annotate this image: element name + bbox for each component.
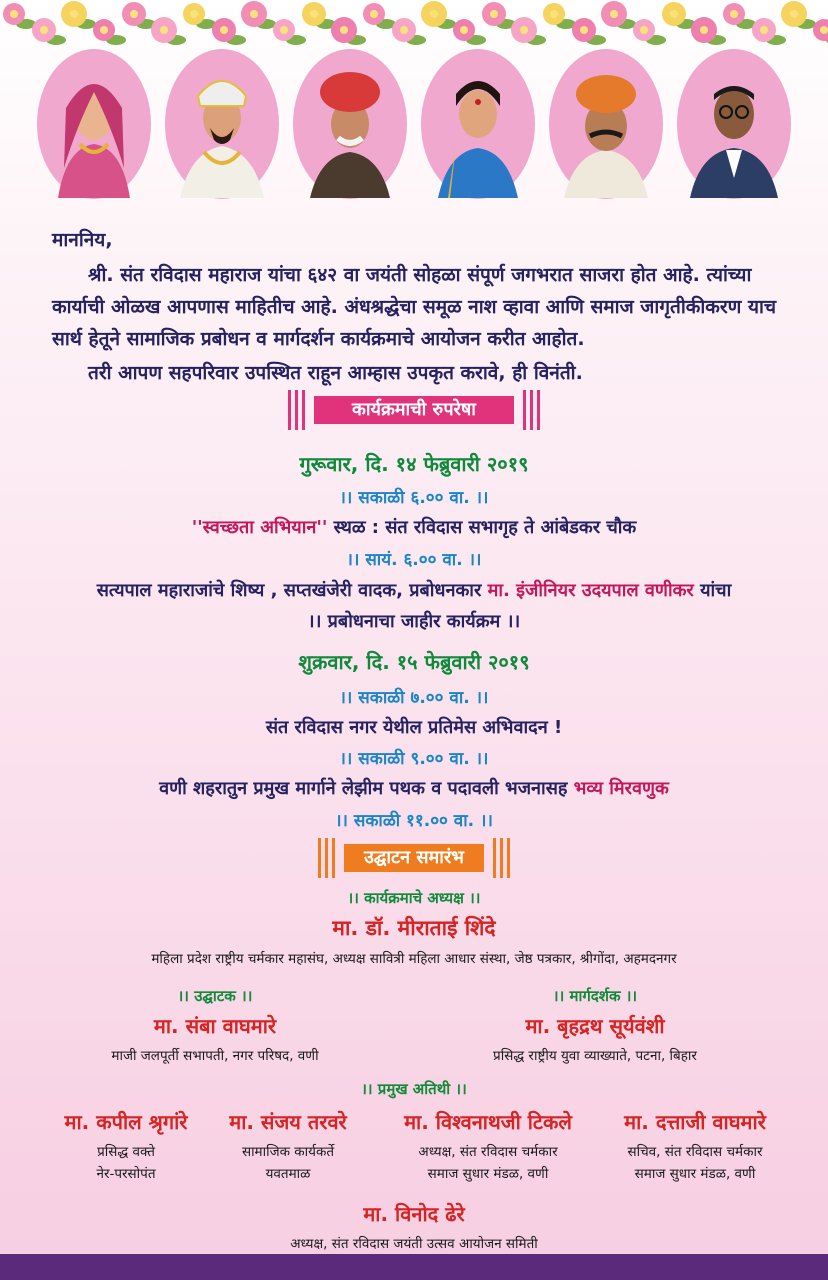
- portrait-woman-1: [36, 48, 152, 200]
- garland-flower-center: [130, 10, 138, 18]
- inaugurator-label: ।। उद्घाटक ।।: [177, 987, 253, 1005]
- salutation: माननिय,: [52, 229, 113, 251]
- day2-time-2: ।। सकाळी ९.०० वा. ।।: [339, 749, 489, 769]
- garland-flower-center: [310, 10, 318, 18]
- day1-time-2: ।। सायं. ६.०० वा. ।।: [346, 550, 482, 570]
- guest-desc: समाज सुधार मंडळ, वणी: [634, 1166, 756, 1182]
- garland-flower-center: [760, 26, 768, 34]
- garland-flower-center: [220, 26, 228, 34]
- guest-desc: सचिव, संत रविदास चर्मकार: [627, 1144, 763, 1160]
- program-heading-banner: [288, 390, 540, 430]
- guest-name: मा. दत्ताजी वाघमारे: [624, 1110, 766, 1134]
- organizer-desc: अध्यक्ष, संत रविदास जयंती उत्सव आयोजन समिती: [290, 1236, 538, 1252]
- garland-flower-center: [10, 10, 18, 18]
- guest-desc: समाज सुधार मंडळ, वणी: [427, 1166, 549, 1182]
- intro-line-3: सार्थ हेतूने सामाजिक प्रबोधन व मार्गदर्शन कार्यक्रमाचे आयोजन करीत आहोत.: [52, 328, 585, 350]
- intro-line-1: श्री. संत रविदास महाराज यांचा ६४२ वा जयंती सोहळा संपूर्ण जगभरात साजरा होत आहे. त्यांच्या: [88, 264, 752, 286]
- guest-desc: यवतमाळ: [265, 1166, 311, 1182]
- garland-flower-center: [610, 10, 618, 18]
- garland-flower-center: [640, 26, 648, 34]
- guest-name: मा. कपील श्रृगांरे: [64, 1110, 188, 1134]
- garland-flower-center: [400, 26, 408, 34]
- day1-time-1: ।। सकाळी ६.०० वा. ।।: [339, 488, 489, 508]
- garland-flower-center: [160, 26, 168, 34]
- intro-line-2: कार्याची ओळख आपणास माहितीच आहे. अंधश्रद्धेचा समूळ नाश व्हावा आणि समाज जागृतीकीकरण याच: [52, 296, 777, 318]
- guests-label: ।। प्रमुख अतिथी ।।: [361, 1080, 467, 1098]
- garland-flower-center: [100, 26, 108, 34]
- day2-time-3: ।। सकाळी ११.०० वा. ।।: [335, 811, 493, 831]
- guest-name: मा. संजय तरवरे: [229, 1110, 347, 1134]
- garland-flower-center: [490, 10, 498, 18]
- speaker-name: मा. इंजीनियर उदयपाल वणीकर: [487, 580, 694, 601]
- garland-flower-center: [820, 26, 828, 34]
- guide-name: मा. बृहद्रथ सूर्यवंशी: [525, 1014, 665, 1038]
- day1-event-2: सत्यपाल महाराजांचे शिष्य , सप्तखंजेरी वादक, प्रबोधनकार मा. इंजीनियर उदयपाल वणीकर यांचा: [96, 580, 732, 601]
- intro-line-4: तरी आपण सहपरिवार उपस्थित राहून आम्हास उपकृत करावे, ही विनंती.: [88, 362, 583, 384]
- day1-date: गुरूवार, दि. १४ फेब्रुवारी २०१९: [299, 452, 529, 476]
- portrait-turban-man: [548, 48, 664, 200]
- guest-desc: सामाजिक कार्यकर्ते: [241, 1144, 335, 1160]
- garland-flower-center: [370, 10, 378, 18]
- portrait-row: [0, 48, 828, 208]
- portrait-woman-2: [420, 48, 536, 200]
- president-name: मा. डॉ. मीराताई शिंदे: [332, 916, 496, 940]
- day1-event-1: ''स्वच्छता अभियान'' स्थळ : संत रविदास सभागृह ते आंबेडकर चौक: [191, 517, 637, 538]
- day2-time-1: ।। सकाळी ७.०० वा. ।।: [339, 688, 489, 708]
- inaugurator-desc: माजी जलपूर्ती सभापती, नगर परिषद, वणी: [111, 1048, 319, 1064]
- portrait-king: [164, 48, 280, 200]
- guest-desc: नेर-परसोपंत: [96, 1166, 156, 1182]
- garland-flower-center: [430, 10, 438, 18]
- guest-desc: अध्यक्ष, संत रविदास चर्मकार: [418, 1144, 558, 1160]
- guide-label: ।। मार्गदर्शक ।।: [552, 987, 638, 1005]
- procession-highlight: भव्य मिरवणुक: [573, 778, 669, 799]
- guest-desc: प्रसिद्ध वक्ते: [97, 1144, 155, 1160]
- garland-flower-center: [460, 26, 468, 34]
- president-desc: महिला प्रदेश राष्ट्रीय चर्मकार महासंघ, अध्यक्ष सावित्री महिला आधार संस्था, जेष्ठ पत्रकार, श्रीगोंदा, अहमदनगर: [151, 951, 677, 967]
- day2-date: शुक्रवार, दि. १५ फेब्रुवारी २०१९: [298, 650, 530, 674]
- organizer-name: मा. विनोद ढेरे: [363, 1202, 465, 1226]
- garland-flower-center: [550, 10, 558, 18]
- garland-flower-center: [280, 26, 288, 34]
- portrait-turban-elder: [292, 48, 408, 200]
- day2-event-2: वणी शहरातुन प्रमुख मार्गाने लेझीम पथक व पदावली भजनासह भव्य मिरवणुक: [159, 778, 669, 799]
- garland-flower-center: [70, 10, 78, 18]
- portrait-man-glasses: [676, 48, 792, 200]
- garland-flower-center: [670, 10, 678, 18]
- day2-event-1: संत रविदास नगर येथील प्रतिमेस अभिवादन !: [265, 717, 563, 738]
- inaugurator-name: मा. संबा वाघमारे: [153, 1014, 277, 1038]
- bottom-bar: [0, 1254, 828, 1280]
- program-heading: कार्यक्रमाची रुपरेषा: [314, 396, 514, 424]
- garland-flower-center: [790, 10, 798, 18]
- garland-flower-center: [250, 10, 258, 18]
- ceremony-heading: उद्घाटन समारंभ: [344, 844, 484, 872]
- event-title-cleanliness: ''स्वच्छता अभियान'': [191, 517, 328, 538]
- day1-event-2-line2: ।। प्रबोधनाचा जाहीर कार्यक्रम ।।: [307, 611, 521, 632]
- garland-flower-center: [520, 26, 528, 34]
- garland-flower-center: [340, 26, 348, 34]
- president-label: ।। कार्यक्रमाचे अध्यक्ष ।।: [347, 889, 481, 907]
- garland-flower-center: [40, 26, 48, 34]
- garland-flower-center: [730, 10, 738, 18]
- garland-flower-center: [190, 10, 198, 18]
- ceremony-heading-banner: [318, 838, 510, 878]
- garland-flower-center: [580, 26, 588, 34]
- guest-name: मा. विश्वनाथजी टिकले: [404, 1110, 572, 1134]
- garland-flower-center: [700, 26, 708, 34]
- guide-desc: प्रसिद्ध राष्ट्रीय युवा व्याख्याते, पटना, बिहार: [493, 1048, 697, 1064]
